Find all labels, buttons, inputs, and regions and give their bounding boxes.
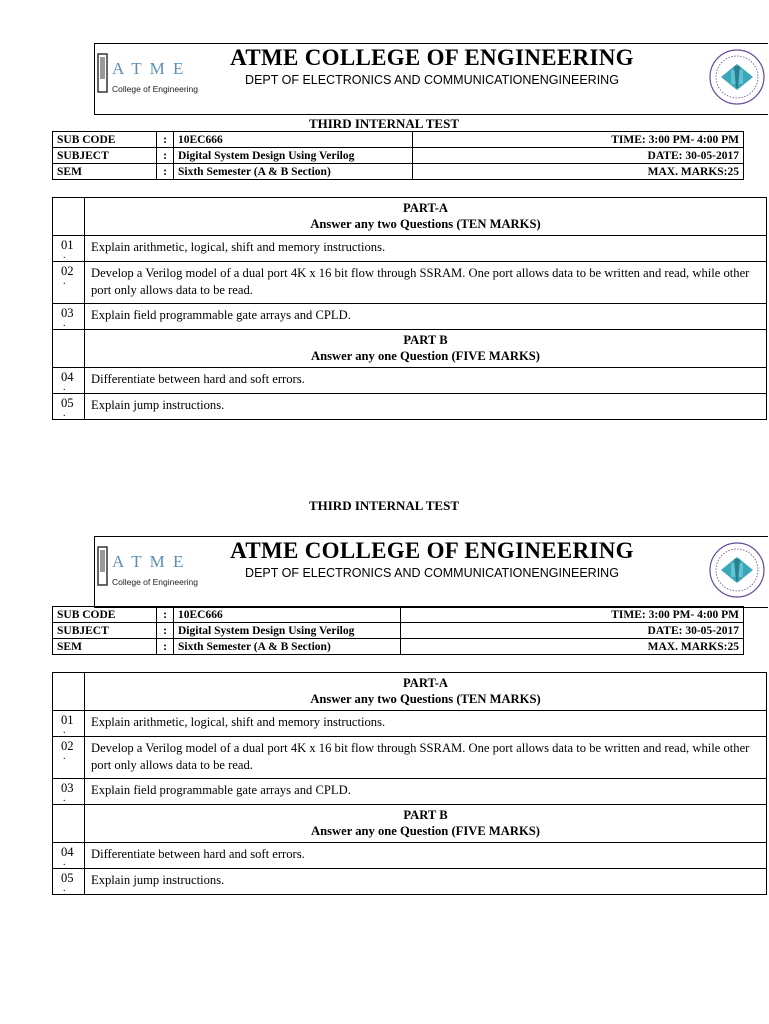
- sem-value: Sixth Semester (A & B Section): [174, 164, 413, 180]
- sub-code-value: 10EC666: [174, 132, 413, 148]
- time-value: TIME: 3:00 PM- 4:00 PM: [413, 132, 744, 148]
- college-seal-icon: [708, 541, 766, 599]
- question-text: Explain arithmetic, logical, shift and memory instructions.: [85, 236, 767, 262]
- subject-label: SUBJECT: [53, 148, 157, 164]
- part-b-title: PART B: [403, 808, 448, 822]
- exam-info-table: [52, 131, 744, 180]
- question-number: 05 .: [53, 869, 85, 895]
- date-value: DATE: 30-05-2017: [413, 148, 744, 164]
- header-box: [94, 536, 768, 608]
- date-value: DATE: 30-05-2017: [401, 623, 744, 639]
- sub-code-value: 10EC666: [174, 607, 401, 623]
- question-number: 02 .: [53, 262, 85, 304]
- question-number: 01 .: [53, 711, 85, 737]
- question-row: [53, 779, 767, 805]
- question-number: 03 .: [53, 779, 85, 805]
- logo-text: A T M E: [112, 59, 186, 78]
- question-text: Explain arithmetic, logical, shift and memory instructions.: [85, 711, 767, 737]
- question-number: 05 .: [53, 394, 85, 420]
- colon: :: [157, 607, 174, 623]
- question-text: Differentiate between hard and soft errors.: [85, 368, 767, 394]
- subject-label: SUBJECT: [53, 623, 157, 639]
- college-seal-icon: [708, 48, 766, 106]
- sem-label: SEM: [53, 639, 157, 655]
- question-row: [53, 843, 767, 869]
- colon: :: [157, 639, 174, 655]
- part-a-instruction: Answer any two Questions (TEN MARKS): [310, 692, 541, 706]
- question-text: Develop a Verilog model of a dual port 4K x 16 bit flow through SSRAM. One port allows data to be written and read, while other port only allows data to be read.: [85, 262, 767, 304]
- questions-table: [52, 197, 767, 420]
- logo-text: A T M E: [112, 552, 186, 571]
- question-row: [53, 262, 767, 304]
- question-text: Differentiate between hard and soft errors.: [85, 843, 767, 869]
- subject-value: Digital System Design Using Verilog: [174, 623, 401, 639]
- time-value: TIME: 3:00 PM- 4:00 PM: [401, 607, 744, 623]
- question-text: Explain field programmable gate arrays and CPLD.: [85, 779, 767, 805]
- question-text: Explain field programmable gate arrays and CPLD.: [85, 304, 767, 330]
- empty-cell: [53, 805, 85, 843]
- sub-code-label: SUB CODE: [53, 607, 157, 623]
- logo-subtext: College of Engineering: [112, 577, 199, 587]
- part-a-title: PART-A: [402, 676, 449, 690]
- question-row: [53, 236, 767, 262]
- max-marks-value: MAX. MARKS:25: [401, 639, 744, 655]
- sub-code-label: SUB CODE: [53, 132, 157, 148]
- colon: :: [157, 132, 174, 148]
- sem-label: SEM: [53, 164, 157, 180]
- question-row: [53, 737, 767, 779]
- test-title: THIRD INTERNAL TEST: [308, 116, 460, 131]
- question-text: Explain jump instructions.: [85, 869, 767, 895]
- part-b-title: PART B: [403, 333, 448, 347]
- part-b-instruction: Answer any one Question (FIVE MARKS): [311, 824, 540, 838]
- college-name: ATME COLLEGE OF ENGINEERING: [230, 538, 634, 563]
- department-name: DEPT OF ELECTRONICS AND COMMUNICATIONENGINEERING: [245, 566, 619, 580]
- department-name: DEPT OF ELECTRONICS AND COMMUNICATIONENGINEERING: [245, 73, 619, 87]
- question-row: [53, 304, 767, 330]
- question-row: [53, 394, 767, 420]
- question-number: 04 .: [53, 843, 85, 869]
- question-text: Explain jump instructions.: [85, 394, 767, 420]
- empty-cell: [53, 198, 85, 236]
- question-number: 03 .: [53, 304, 85, 330]
- question-number: 02 .: [53, 737, 85, 779]
- part-a-header: [85, 198, 767, 236]
- questions-table: [52, 672, 767, 895]
- question-row: [53, 869, 767, 895]
- part-a-title: PART-A: [402, 201, 449, 215]
- part-b-header: [85, 330, 767, 368]
- sem-value: Sixth Semester (A & B Section): [174, 639, 401, 655]
- question-row: [53, 368, 767, 394]
- question-text: Develop a Verilog model of a dual port 4K x 16 bit flow through SSRAM. One port allows data to be written and read, while other port only allows data to be read.: [85, 737, 767, 779]
- colon: :: [157, 623, 174, 639]
- part-b-header: [85, 805, 767, 843]
- colon: :: [157, 164, 174, 180]
- max-marks-value: MAX. MARKS:25: [413, 164, 744, 180]
- question-number: 04 .: [53, 368, 85, 394]
- header-box: [94, 43, 768, 115]
- logo-subtext: College of Engineering: [112, 84, 199, 94]
- part-b-instruction: Answer any one Question (FIVE MARKS): [311, 349, 540, 363]
- subject-value: Digital System Design Using Verilog: [174, 148, 413, 164]
- college-name: ATME COLLEGE OF ENGINEERING: [230, 45, 634, 70]
- colon: :: [157, 148, 174, 164]
- part-a-instruction: Answer any two Questions (TEN MARKS): [310, 217, 541, 231]
- question-number: 01 .: [53, 236, 85, 262]
- exam-info-table: [52, 606, 744, 655]
- empty-cell: [53, 330, 85, 368]
- question-row: [53, 711, 767, 737]
- test-title: THIRD INTERNAL TEST: [308, 498, 460, 513]
- empty-cell: [53, 673, 85, 711]
- part-a-header: [85, 673, 767, 711]
